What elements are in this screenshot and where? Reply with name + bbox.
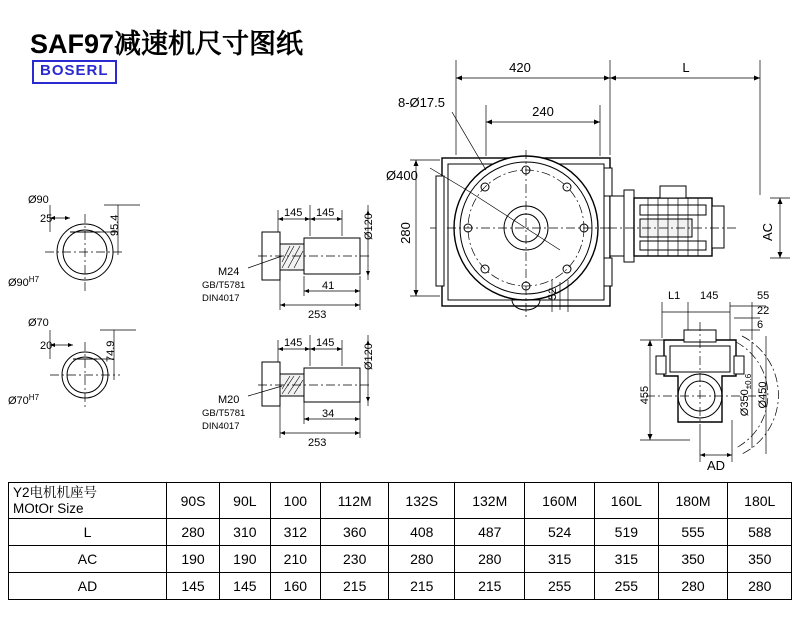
label-shaft-bot-20: 20 (40, 340, 53, 352)
column-header: 180M (658, 483, 728, 519)
column-header: 132M (455, 483, 525, 519)
table-row (9, 519, 792, 546)
table-cell: 280 (167, 519, 220, 546)
table-cell: 360 (321, 519, 389, 546)
label-shaft-bot-bore: $Ø70^{H7}$ (8, 393, 40, 407)
table-cell: 350 (658, 546, 728, 573)
table-cell: 524 (525, 519, 595, 546)
label-mid-top-thread: M24 (218, 266, 240, 278)
shaft-side-view-top (248, 205, 372, 310)
column-header: 100 (270, 483, 321, 519)
label-mid-top-145b: 145 (316, 207, 335, 219)
label-mid-bot-thread: M20 (218, 394, 240, 406)
label-top-L: L (682, 60, 690, 75)
table-cell: 160 (270, 573, 321, 600)
table-cell: 555 (658, 519, 728, 546)
column-header: 90L (220, 483, 271, 519)
shaft-view-top (45, 205, 140, 292)
table-cell: 350 (728, 546, 792, 573)
label-holes: 8-Ø17.5 (398, 95, 445, 110)
column-header: 90S (167, 483, 220, 519)
table-header-row (9, 483, 792, 519)
shaft-view-bottom (50, 330, 136, 410)
row-label: L (9, 519, 167, 546)
table-cell: 519 (595, 519, 658, 546)
label-455: 455 (639, 385, 651, 405)
label-mid-top-41: 41 (322, 280, 335, 292)
table-cell: 280 (728, 573, 792, 600)
table-cell: 210 (270, 546, 321, 573)
label-br-6: 6 (757, 319, 764, 331)
table-cell: 215 (389, 573, 455, 600)
label-AD: AD (706, 458, 726, 473)
table-corner-label (9, 483, 167, 519)
label-280: 280 (398, 222, 413, 244)
shaft-side-view-bottom (248, 335, 372, 438)
table-corner-line2: MOtOr Size (13, 500, 84, 516)
page-title: SAF97减速机尺寸图纸 (30, 29, 304, 59)
table-cell: 215 (455, 573, 525, 600)
label-mid-top-std1: GB/T5781 (202, 280, 246, 291)
label-AC: AC (760, 222, 775, 242)
motor-size-table (8, 482, 792, 600)
label-240: 240 (532, 104, 554, 119)
label-mid-bot-253: 253 (308, 437, 327, 449)
label-52: 52 (547, 287, 559, 300)
label-mid-top-d120: Ø120 (363, 213, 375, 240)
label-mid-bot-145b: 145 (316, 337, 335, 349)
label-mid-bot-std1: GB/T5781 (202, 408, 246, 419)
label-shaft-top-25: 25 (40, 213, 53, 225)
table-cell: 280 (389, 546, 455, 573)
label-br-55: 55 (757, 290, 770, 302)
label-shaft-top-bore: $Ø90^{H7}$ (8, 275, 40, 289)
table-cell: 487 (455, 519, 525, 546)
label-top-420: 420 (509, 60, 531, 75)
table-row (9, 546, 792, 573)
table-cell: 255 (525, 573, 595, 600)
table-cell: 408 (389, 519, 455, 546)
table-cell: 190 (220, 546, 271, 573)
brand-badge: BOSERL (32, 60, 117, 84)
table-cell: 588 (728, 519, 792, 546)
column-header: 132S (389, 483, 455, 519)
table-cell: 145 (220, 573, 271, 600)
table-row (9, 573, 792, 600)
table-cell: 145 (167, 573, 220, 600)
label-br-22: 22 (757, 305, 770, 317)
label-shaft-top-d90: Ø90 (28, 194, 49, 206)
table-cell: 310 (220, 519, 271, 546)
label-mid-bot-34: 34 (322, 408, 335, 420)
label-d450: Ø450 (757, 381, 769, 409)
table-cell: 312 (270, 519, 321, 546)
column-header: 160M (525, 483, 595, 519)
column-header: 160L (595, 483, 658, 519)
label-mid-top-std2: DIN4017 (202, 293, 240, 304)
row-label: AD (9, 573, 167, 600)
table-cell: 215 (321, 573, 389, 600)
label-mid-bot-d120: Ø120 (363, 343, 375, 370)
label-mid-bot-145a: 145 (284, 337, 303, 349)
table-cell: 280 (455, 546, 525, 573)
table-cell: 190 (167, 546, 220, 573)
label-mid-top-253: 253 (308, 309, 327, 321)
label-shaft-bot-d70: Ø70 (28, 317, 49, 329)
column-header: 180L (728, 483, 792, 519)
gearbox-front-view (430, 150, 736, 318)
label-shaft-bot-749: 74.9 (105, 340, 117, 362)
label-br-145: 145 (700, 290, 719, 302)
label-mid-bot-std2: DIN4017 (202, 421, 240, 432)
label-L1: L1 (668, 290, 681, 302)
table-cell: 315 (525, 546, 595, 573)
table-cell: 280 (658, 573, 728, 600)
label-d350: $Ø350_{\pm 0.6}$ (739, 373, 753, 417)
label-shaft-top-954: 95.4 (109, 214, 121, 236)
table-corner-line1: Y2电机机座号 (13, 485, 98, 500)
table-cell: 315 (595, 546, 658, 573)
column-header: 112M (321, 483, 389, 519)
table-cell: 230 (321, 546, 389, 573)
label-dia-400: Ø400 (386, 168, 418, 183)
row-label: AC (9, 546, 167, 573)
label-mid-top-145a: 145 (284, 207, 303, 219)
table-cell: 255 (595, 573, 658, 600)
